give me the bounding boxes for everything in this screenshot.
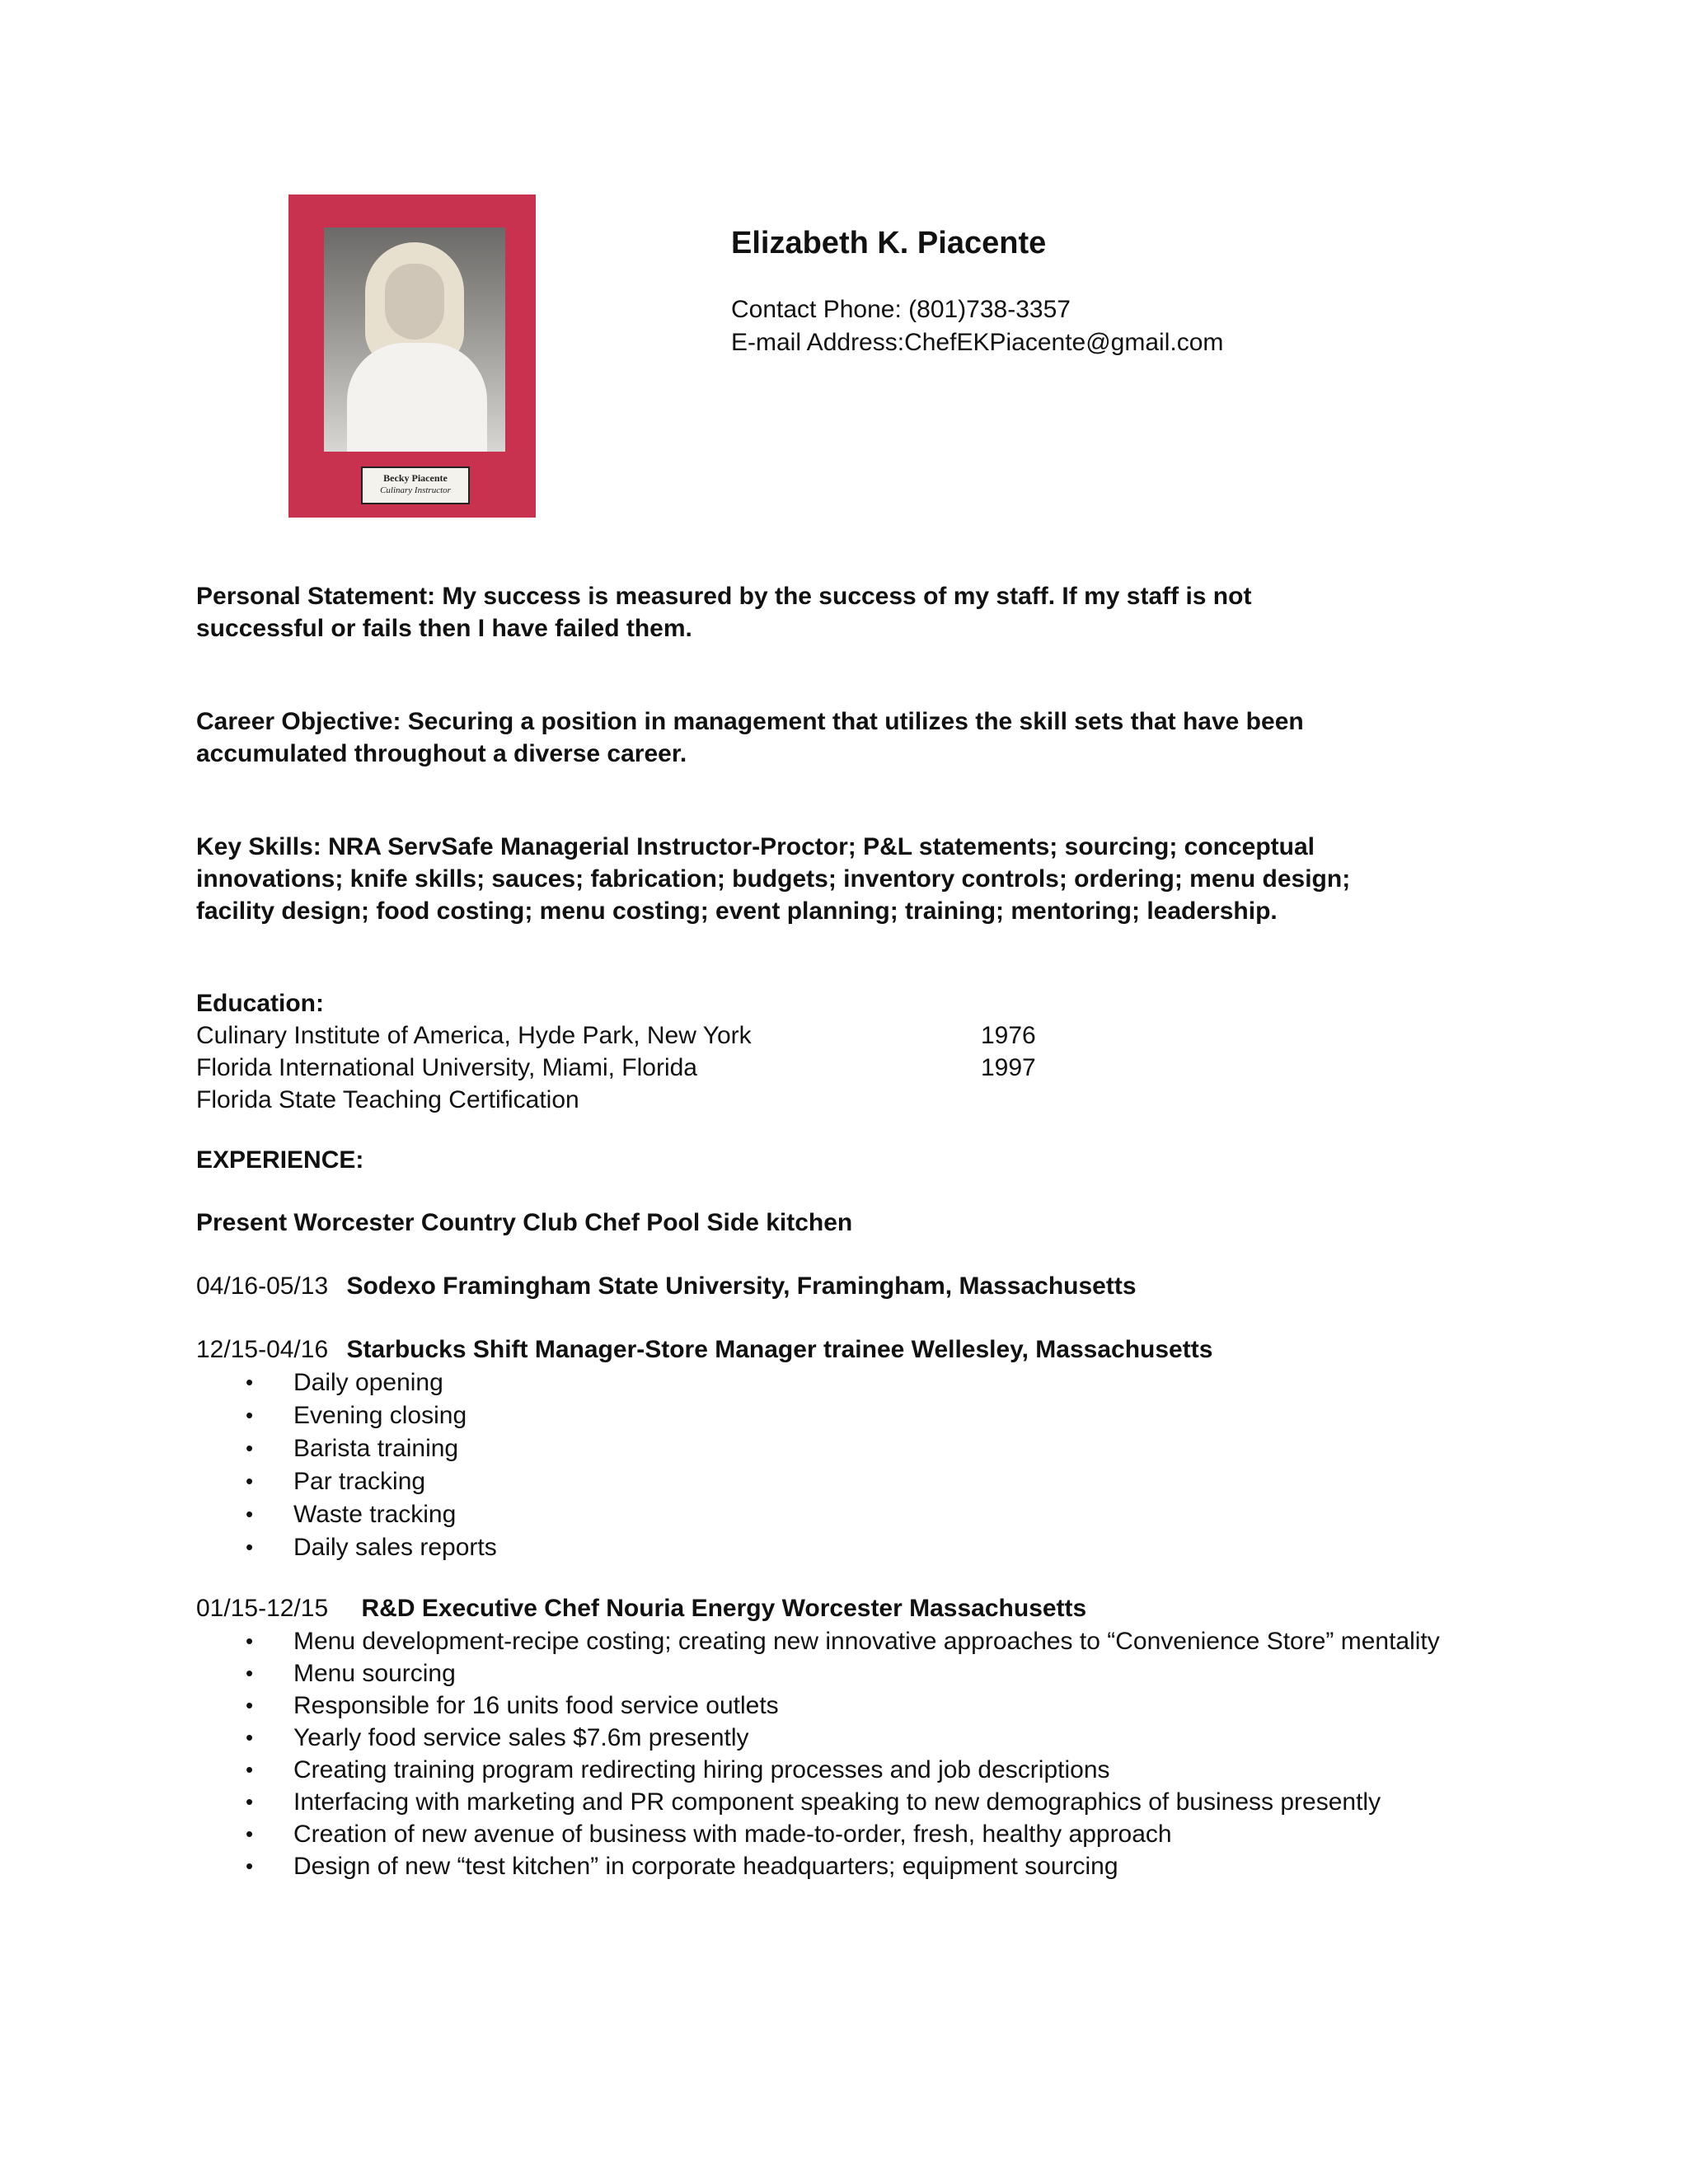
bullet-icon: • — [246, 1535, 254, 1559]
candidate-name: Elizabeth K. Piacente — [731, 226, 1047, 260]
education-year: 1976 — [981, 1022, 1036, 1049]
contact-info — [731, 293, 1223, 359]
education-school: Florida State Teaching Certification — [196, 1086, 579, 1113]
profile-photo — [288, 194, 536, 518]
bullet-icon: • — [246, 1725, 254, 1750]
list-item: • Interfacing with marketing and PR component speaking to new demographics of business presently — [196, 1786, 1465, 1818]
job-dates: 12/15-04/16 — [196, 1336, 329, 1363]
job-title: Starbucks Shift Manager-Store Manager trainee Wellesley, Massachusetts — [346, 1336, 1213, 1363]
photo-caption-name: Becky Piacente — [383, 472, 448, 484]
bullet-icon: • — [246, 1502, 254, 1526]
list-item: • Barista training — [196, 1432, 1465, 1465]
job-entry — [196, 1592, 1086, 1624]
bullet-icon: • — [246, 1469, 254, 1493]
personal-statement: Personal Statement: My success is measured by the success of my staff. If my staff is not successful or fails then I have failed them. — [196, 583, 1252, 642]
list-item: • Par tracking — [196, 1465, 1465, 1497]
job-title: Present Worcester Country Club Chef Pool Side kitchen — [196, 1209, 853, 1236]
list-item: • Menu sourcing — [196, 1657, 1465, 1690]
bullet-icon: • — [246, 1436, 254, 1460]
job-entry — [196, 1207, 852, 1239]
job-bullets — [196, 1366, 1465, 1564]
education-heading: Education: — [196, 990, 324, 1017]
job-entry — [196, 1270, 1137, 1302]
bullet-icon: • — [246, 1693, 254, 1718]
list-item: • Menu development-recipe costing; creating new innovative approaches to “Convenience Store” mentality — [196, 1625, 1465, 1657]
contact-phone: Contact Phone: (801)738-3357 — [731, 296, 1071, 323]
education-school: Florida International University, Miami, Florida — [196, 1054, 697, 1081]
job-dates: 04/16-05/13 — [196, 1272, 329, 1300]
job-title: R&D Executive Chef Nouria Energy Worcester Massachusetts — [361, 1595, 1087, 1622]
list-item: • Creating training program redirecting hiring processes and job descriptions — [196, 1754, 1465, 1786]
list-item: • Daily opening — [196, 1366, 1465, 1399]
list-item: • Daily sales reports — [196, 1531, 1465, 1563]
job-title: Sodexo Framingham State University, Framingham, Massachusetts — [346, 1272, 1137, 1300]
list-item: • Yearly food service sales $7.6m presently — [196, 1722, 1465, 1754]
list-item: • Waste tracking — [196, 1498, 1465, 1530]
career-objective: Career Objective: Securing a position in management that utilizes the skill sets that have been accumulated throughout a diverse career. — [196, 708, 1304, 767]
list-item: • Creation of new avenue of business with made-to-order, fresh, healthy approach — [196, 1818, 1465, 1850]
list-item: • Design of new “test kitchen” in corporate headquarters; equipment sourcing — [196, 1850, 1465, 1882]
job-dates: 01/15-12/15 — [196, 1595, 329, 1622]
photo-caption-role: Culinary Instructor — [380, 485, 451, 495]
bullet-icon: • — [246, 1629, 254, 1653]
education-year: 1997 — [981, 1054, 1036, 1081]
bullet-icon: • — [246, 1757, 254, 1782]
education-school: Culinary Institute of America, Hyde Park, New York — [196, 1022, 752, 1049]
bullet-icon: • — [246, 1789, 254, 1814]
bullet-icon: • — [246, 1661, 254, 1685]
bullet-icon: • — [246, 1370, 254, 1394]
job-bullets — [196, 1625, 1465, 1882]
experience-heading: EXPERIENCE: — [196, 1146, 364, 1174]
bullet-icon: • — [246, 1821, 254, 1846]
list-item: • Responsible for 16 units food service outlets — [196, 1690, 1465, 1722]
contact-email: E-mail Address:ChefEKPiacente@gmail.com — [731, 329, 1224, 356]
photo-caption — [361, 466, 470, 504]
list-item: • Evening closing — [196, 1399, 1465, 1432]
key-skills: Key Skills: NRA ServSafe Managerial Instructor-Proctor; P&L statements; sourcing; conceptual innovations; knife skills; sauces; fabrication; budgets; inventory controls; ordering; menu design; facility design; food costing; menu costing; event planning; training; mentoring; leadership. — [196, 833, 1351, 925]
bullet-icon: • — [246, 1854, 254, 1878]
photo-portrait — [324, 227, 505, 452]
job-entry — [196, 1333, 1212, 1366]
bullet-icon: • — [246, 1403, 254, 1427]
